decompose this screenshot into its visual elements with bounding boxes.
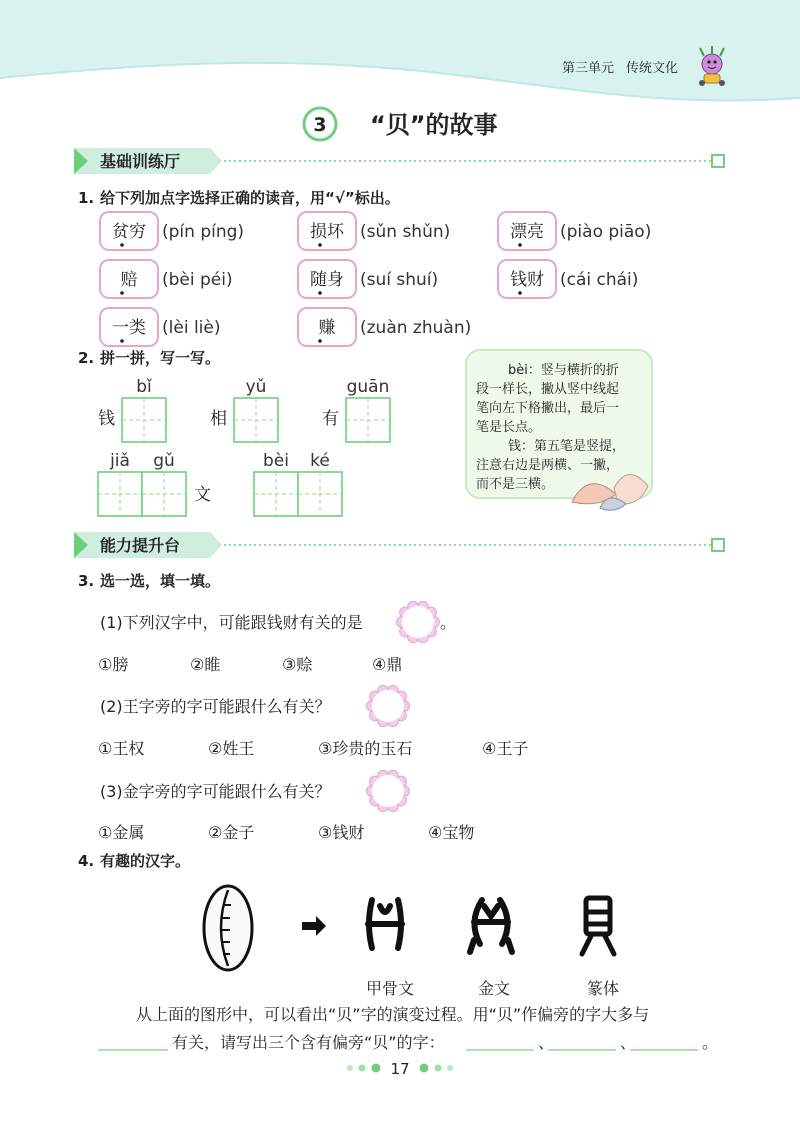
lesson-title-text: “贝”的故事 (370, 111, 498, 139)
q2-single-grids (98, 377, 390, 442)
q4-separator-1: 、 (538, 1033, 555, 1052)
q1-pinyin-options[interactable]: (suí shuí) (360, 270, 439, 290)
q3-question-end: 。 (440, 613, 457, 632)
tip-line: 钱：第五笔是竖提， (508, 439, 626, 454)
q1-item (298, 308, 471, 346)
flower-answer-blank[interactable] (367, 770, 410, 811)
q2-pinyin: bèi (263, 451, 289, 471)
tip-line: 注意右边是两横、一撇， (476, 458, 620, 473)
q1-word: 漂亮 (510, 222, 544, 242)
q1-pinyin-options[interactable]: (lèi liè) (162, 318, 221, 338)
page-footer (347, 1060, 453, 1078)
q2-pinyin: yǔ (245, 377, 267, 397)
q1-item (298, 212, 450, 250)
q1-prompt: 给下列加点字选择正确的读音，用“√”标出。 (100, 189, 400, 207)
q3-question: (3)金字旁的字可能跟什么有关？ (100, 782, 331, 801)
arrow-right-icon (302, 916, 326, 936)
emphasis-dot (318, 291, 322, 295)
section-header-advance (74, 532, 724, 558)
writing-grid[interactable] (346, 398, 390, 442)
q1-word: 随身 (310, 270, 344, 290)
q4-prompt: 有趣的汉字。 (100, 852, 191, 870)
q3-option[interactable]: ④宝物 (428, 823, 475, 842)
q3-option[interactable]: ①膀 (98, 655, 129, 674)
section-header-basic (74, 148, 724, 174)
q2-pinyin: jiǎ (110, 451, 130, 471)
q3-option[interactable]: ③赊 (282, 655, 313, 674)
page-number: 17 (390, 1060, 410, 1078)
q4-separator-2: 、 (620, 1033, 637, 1052)
q3-option[interactable]: ②姓王 (208, 739, 255, 758)
q1-pinyin-options[interactable]: (bèi péi) (162, 270, 233, 290)
q3-question: (2)王字旁的字可能跟什么有关？ (100, 697, 331, 716)
flower-answer-blank[interactable] (397, 601, 440, 642)
q3-option[interactable]: ①王权 (98, 739, 145, 758)
q1-pinyin-options[interactable]: (zuàn zhuàn) (360, 318, 472, 338)
emphasis-dot (120, 243, 124, 247)
q3-question: (1)下列汉字中，可能跟钱财有关的是 (100, 613, 363, 632)
q1-item (498, 212, 651, 250)
bronze-inscription-glyph (470, 900, 512, 952)
q1-word: 赔 (120, 270, 138, 290)
tip-line: 段一样长，撇从竖中线起 (476, 382, 620, 397)
q3-option[interactable]: ②睢 (190, 655, 221, 674)
emphasis-dot (120, 339, 124, 343)
label-oracle-bone: 甲骨文 (365, 979, 415, 998)
emphasis-dot (318, 339, 322, 343)
tip-line: 笔是长点。 (476, 420, 542, 435)
q2-suffix-char: 文 (194, 485, 211, 505)
header-banner (0, 0, 800, 101)
q1-pinyin-options[interactable]: (piào piāo) (560, 222, 652, 242)
tip-line: 笔向左下格撇出，最后一 (476, 401, 620, 416)
q3-option[interactable]: ④鼎 (372, 655, 403, 674)
q2-prompt: 拼一拼，写一写。 (100, 349, 221, 367)
q1-item (100, 212, 244, 250)
writing-grid[interactable] (234, 398, 278, 442)
tip-line: 而不是三横。 (476, 477, 555, 492)
header-unit: 第三单元 (562, 61, 615, 76)
emphasis-dot (120, 291, 124, 295)
emphasis-dot (518, 291, 522, 295)
section-title-basic: 基础训练厅 (100, 152, 181, 171)
writing-tip-box (466, 350, 652, 510)
q2-given-char: 相 (210, 409, 227, 429)
q1-word: 损坏 (310, 222, 344, 242)
q2-given-char: 有 (322, 409, 339, 429)
q1-item (100, 308, 220, 346)
lesson-title (304, 108, 498, 140)
writing-grid[interactable] (298, 472, 342, 516)
q1-number: 1. (78, 189, 95, 207)
emphasis-dot (318, 243, 322, 247)
writing-grid[interactable] (254, 472, 298, 516)
oracle-bone-glyph (368, 900, 402, 948)
q3-parts (98, 601, 528, 842)
lesson-number: 3 (313, 114, 327, 136)
q1-pinyin-options[interactable]: (sǔn shǔn) (360, 222, 451, 242)
writing-grid[interactable] (142, 472, 186, 516)
q1-word: 贫穷 (112, 222, 146, 242)
header-theme: 传统文化 (626, 61, 679, 76)
q1-item (298, 260, 438, 298)
q3-option[interactable]: ②金子 (208, 823, 255, 842)
q1-word: 一类 (112, 318, 146, 338)
label-seal: 篆体 (586, 979, 620, 998)
q4-paragraph-line1: 从上面的图形中，可以看出“贝”字的演变过程。用“贝”作偏旁的字大多与 (136, 1005, 650, 1024)
q3-option[interactable]: ①金属 (98, 823, 145, 842)
emphasis-dot (518, 243, 522, 247)
q2-given-char: 钱 (98, 409, 115, 429)
q2-number: 2. (78, 349, 95, 367)
q3-option[interactable]: ③钱财 (318, 823, 365, 842)
seal-script-glyph (582, 898, 614, 954)
section-title-advance: 能力提升台 (100, 536, 181, 555)
q1-pinyin-options[interactable]: (pín píng) (162, 222, 245, 242)
q2-pair-grids (98, 451, 342, 516)
q2-pinyin: bǐ (136, 377, 152, 397)
q1-word: 钱财 (510, 270, 544, 290)
q2-pinyin: guān (346, 377, 390, 397)
q3-prompt: 选一选，填一填。 (100, 572, 221, 590)
q4-number: 4. (78, 852, 95, 870)
cowrie-shell-picture (204, 886, 252, 970)
q2-pinyin: gǔ (153, 451, 175, 471)
q1-item (100, 260, 233, 298)
flower-answer-blank[interactable] (367, 685, 410, 726)
q4-end: 。 (702, 1033, 719, 1052)
writing-grid[interactable] (98, 472, 142, 516)
q1-items (100, 212, 651, 346)
q4-paragraph-line2: 有关，请写出三个含有偏旁“贝”的字： (172, 1033, 445, 1052)
q3-number: 3. (78, 572, 95, 590)
q3-option[interactable]: ③珍贵的玉石 (318, 739, 413, 758)
q1-pinyin-options[interactable]: (cái chái) (560, 270, 639, 290)
writing-grid[interactable] (122, 398, 166, 442)
tip-line: bèi：竖与横折的折 (508, 363, 619, 378)
q1-word: 赚 (318, 318, 336, 338)
q2-pinyin: ké (310, 451, 330, 471)
q3-option[interactable]: ④王子 (482, 739, 529, 758)
q1-item (498, 260, 638, 298)
label-bronze: 金文 (477, 979, 511, 998)
